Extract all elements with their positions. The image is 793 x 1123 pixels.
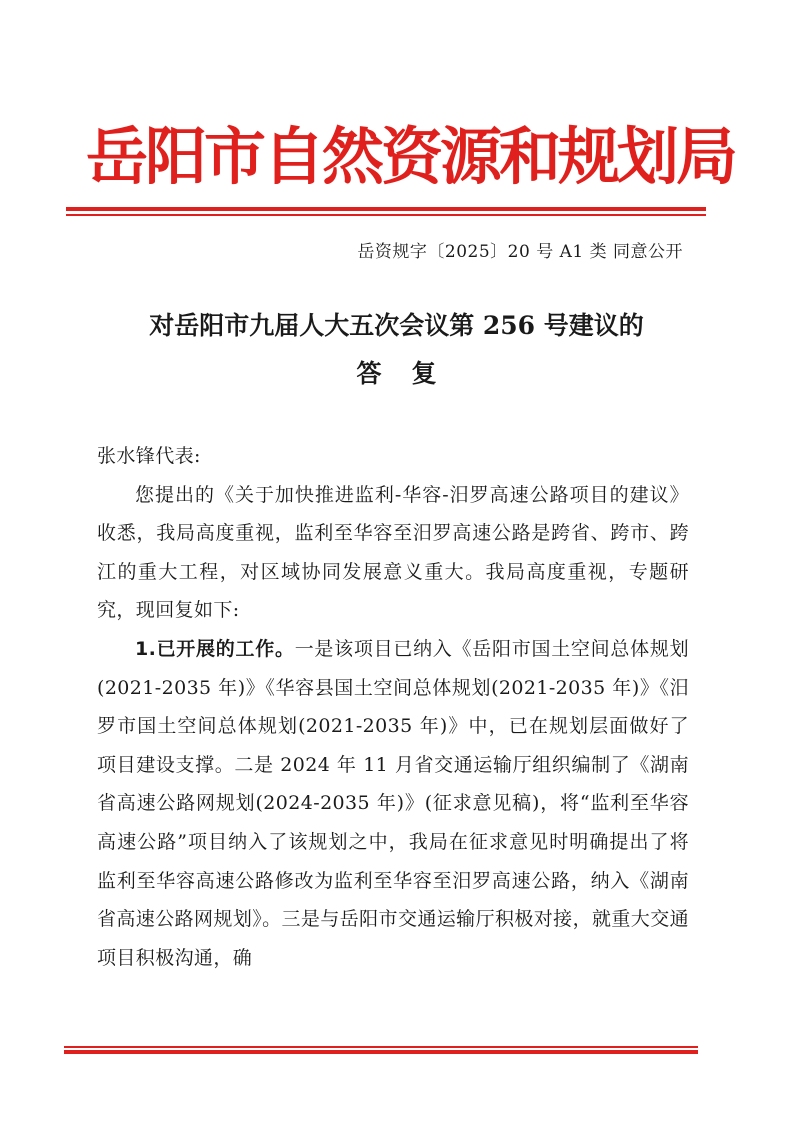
org-letterhead-title: 岳阳市自然资源和规划局 xyxy=(86,120,736,193)
footer-divider-thick xyxy=(64,1050,698,1054)
section-heading: 1.已开展的工作。 xyxy=(135,637,295,660)
body-paragraph-work-done xyxy=(97,630,689,977)
letterhead-divider-thin xyxy=(66,214,706,216)
section-text: 一是该项目已纳入《岳阳市国土空间总体规划(2021-2035 年)》《华容县国土空间总体规划(2021-2035 年)》《汨罗市国土空间总体规划(2021-2035 年)》中，已在规划层面做好了项目建设支撑。二是 2024 年 11 月省交通运输厅组织编制了《湖南省高速公路网规划(2024-2035 年)》(征求意见稿)，将“监利至华容高速公路”项目纳入了该规划之中，我局在征求意见时明确提出了将监利至华容高速公路修改为监利至华容至汨罗高速公路，纳入《湖南省高速公路网规划》。三是与岳阳市交通运输厅积极对接，就重大交通项目积极沟通，确 xyxy=(97,637,689,969)
document-title-line2: 答复 xyxy=(356,359,467,388)
salutation: 张水锋代表: xyxy=(97,445,201,467)
document-number: 岳资规字〔2025〕20 号 A1 类 同意公开 xyxy=(357,242,683,262)
footer-divider-thin xyxy=(64,1046,698,1048)
document-title-line1: 对岳阳市九届人大五次会议第 256 号建议的 xyxy=(149,311,644,340)
body-paragraph-intro: 您提出的《关于加快推进监利-华容-汨罗高速公路项目的建议》收悉，我局高度重视，监利至华容至汨罗高速公路是跨省、跨市、跨江的重大工程，对区域协同发展意义重大。我局高度重视，专题研究，现回复如下: xyxy=(97,483,689,622)
document-body xyxy=(97,437,689,977)
letterhead-divider-thick xyxy=(66,207,706,211)
